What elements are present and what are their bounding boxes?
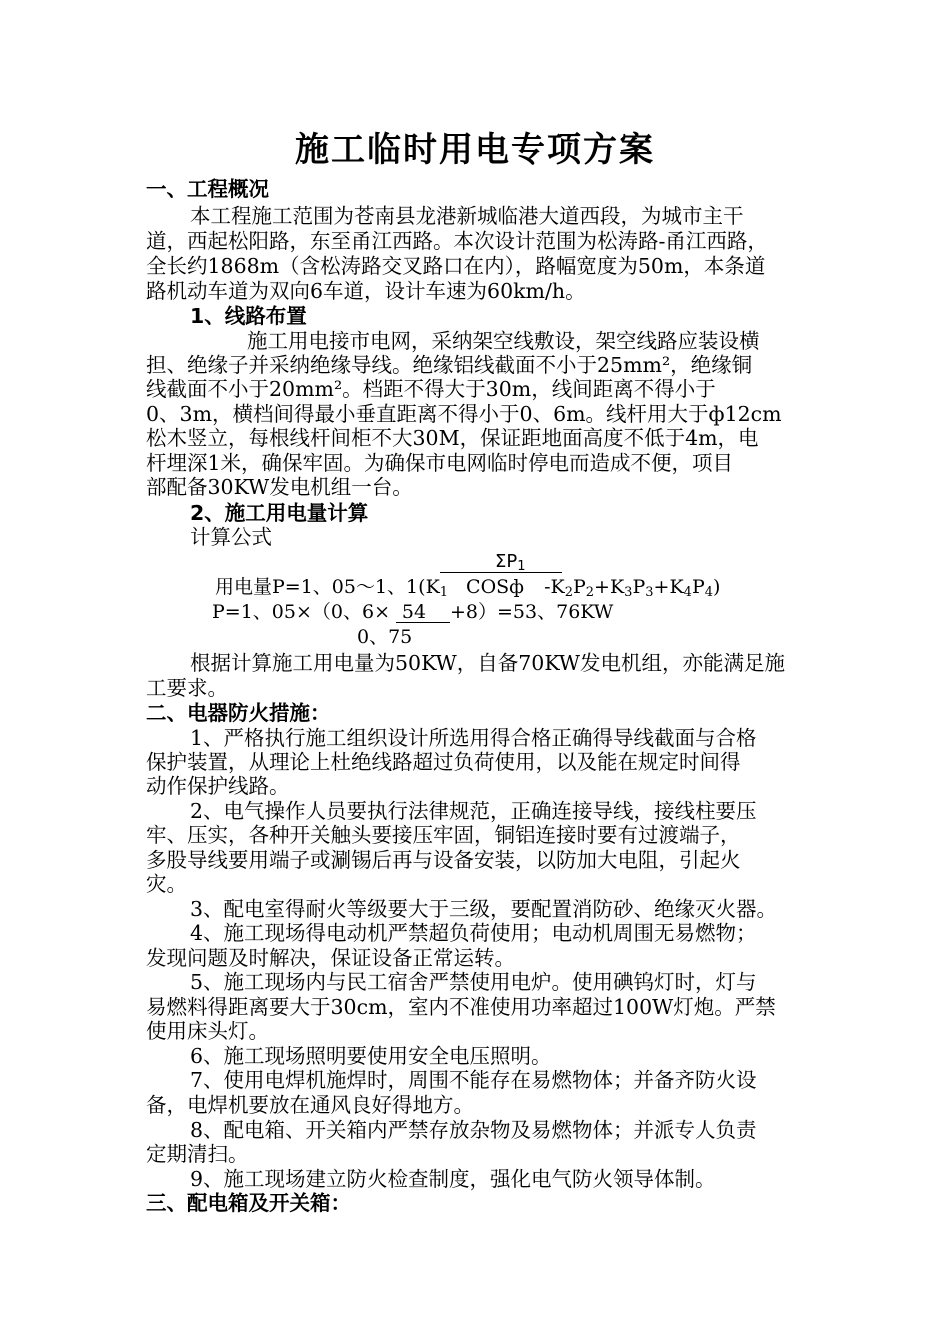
list-item-line: 5、施工现场内与民工宿舍严禁使用电炉。使用碘钨灯时，灯与	[190, 970, 757, 994]
list-item-line: 保护装置，从理论上杜绝线路超过负荷使用，以及能在规定时间得	[146, 750, 741, 774]
list-item-line: 牢、压实，各种开关触头要接压牢固，铜铝连接时要有过渡端子，	[146, 823, 741, 847]
list-item-line: 定期清扫。	[146, 1142, 249, 1166]
list-item-line: 使用床头灯。	[146, 1019, 269, 1043]
list-item-line: 3、配电室得耐火等级要大于三级，要配置消防砂、绝缘灭火器。	[190, 897, 778, 921]
list-item-line: 7、使用电焊机施焊时，周围不能存在易燃物体；并备齐防火设	[190, 1068, 757, 1092]
list-item-line: 发现问题及时解决，保证设备正常运转。	[146, 946, 515, 970]
list-item-line: 1、严格执行施工组织设计所选用得合格正确得导线截面与合格	[190, 726, 757, 750]
paragraph-line: 道，西起松阳路，东至甬江西路。本次设计范围为松涛路-甬江西路，	[146, 229, 768, 253]
list-item-line: 备，电焊机要放在通风良好得地方。	[146, 1093, 474, 1117]
list-item-line: 6、施工现场照明要使用安全电压照明。	[190, 1044, 552, 1068]
paragraph-line: 根据计算施工用电量为50KW，自备70KW发电机组，亦能满足施	[190, 651, 785, 675]
document-title: 施工临时用电专项方案	[295, 130, 655, 170]
subsection-heading: 2、施工用电量计算	[190, 501, 369, 525]
section-heading: 三、配电箱及开关箱：	[146, 1191, 351, 1215]
paragraph-line: 线截面不小于20mm²。档距不得大于30m，线间距离不得小于	[146, 377, 716, 401]
formula-denominator: 0、75	[357, 626, 413, 648]
paragraph-line: 工要求。	[146, 676, 228, 700]
formula-line-1: 用电量P=1、05～1、$1(K_1$ COSф $-K_2P_2+K_3P_3+K_4P_4$)	[215, 576, 721, 600]
paragraph-line: 担、绝缘子并采纳绝缘导线。绝缘铝线截面不小于25mm²，绝缘铜	[146, 353, 753, 377]
subsection-heading: 1、线路布置	[190, 304, 307, 328]
paragraph-line: 部配备30KW发电机组一台。	[146, 475, 413, 499]
fraction-bar	[440, 572, 562, 573]
list-item-line: 灾。	[146, 872, 187, 896]
section-heading: 一、工程概况	[146, 177, 269, 201]
paragraph-line: 松木竖立，每根线杆间柜不大30M，保证距地面高度不低于4m，电	[146, 426, 759, 450]
paragraph-line: 0、3m，横档间得最小垂直距离不得小于0、6m。线杆用大于ф12cm	[146, 402, 782, 426]
list-item-line: 多股导线要用端子或涮锡后再与设备安装，以防加大电阻，引起火	[146, 848, 741, 872]
section-heading: 二、电器防火措施：	[146, 701, 331, 725]
paragraph-line: 路机动车道为双向6车道，设计车速为60km/h。	[146, 279, 586, 303]
list-item-line: 9、施工现场建立防火检查制度，强化电气防火领导体制。	[190, 1167, 716, 1191]
paragraph-line: 本工程施工范围为苍南县龙港新城临港大道西段，为城市主干	[190, 204, 744, 228]
list-item-line: 易燃料得距离要大于30cm，室内不准使用功率超过100W灯炮。严禁	[146, 995, 776, 1019]
formula-numerator: $\Sigma P_1$	[495, 551, 526, 574]
calc-label: 计算公式	[190, 525, 272, 549]
formula-line-2: P=1、05×（0、6× 54 +8）=53、76KW	[212, 601, 614, 623]
list-item-line: 8、配电箱、开关箱内严禁存放杂物及易燃物体；并派专人负责	[190, 1118, 757, 1142]
paragraph-line: 施工用电接市电网，采纳架空线敷设，架空线路应装设横	[247, 329, 760, 353]
paragraph-line: 全长约1868m（含松涛路交叉路口在内），路幅宽度为50m，本条道	[146, 254, 766, 278]
fraction-bar	[396, 622, 450, 623]
paragraph-line: 杆埋深1米，确保牢固。为确保市电网临时停电而造成不便，项目	[146, 451, 734, 475]
list-item-line: 动作保护线路。	[146, 774, 290, 798]
list-item-line: 2、电气操作人员要执行法律规范，正确连接导线，接线柱要压	[190, 799, 757, 823]
list-item-line: 4、施工现场得电动机严禁超负荷使用；电动机周围无易燃物；	[190, 921, 757, 945]
